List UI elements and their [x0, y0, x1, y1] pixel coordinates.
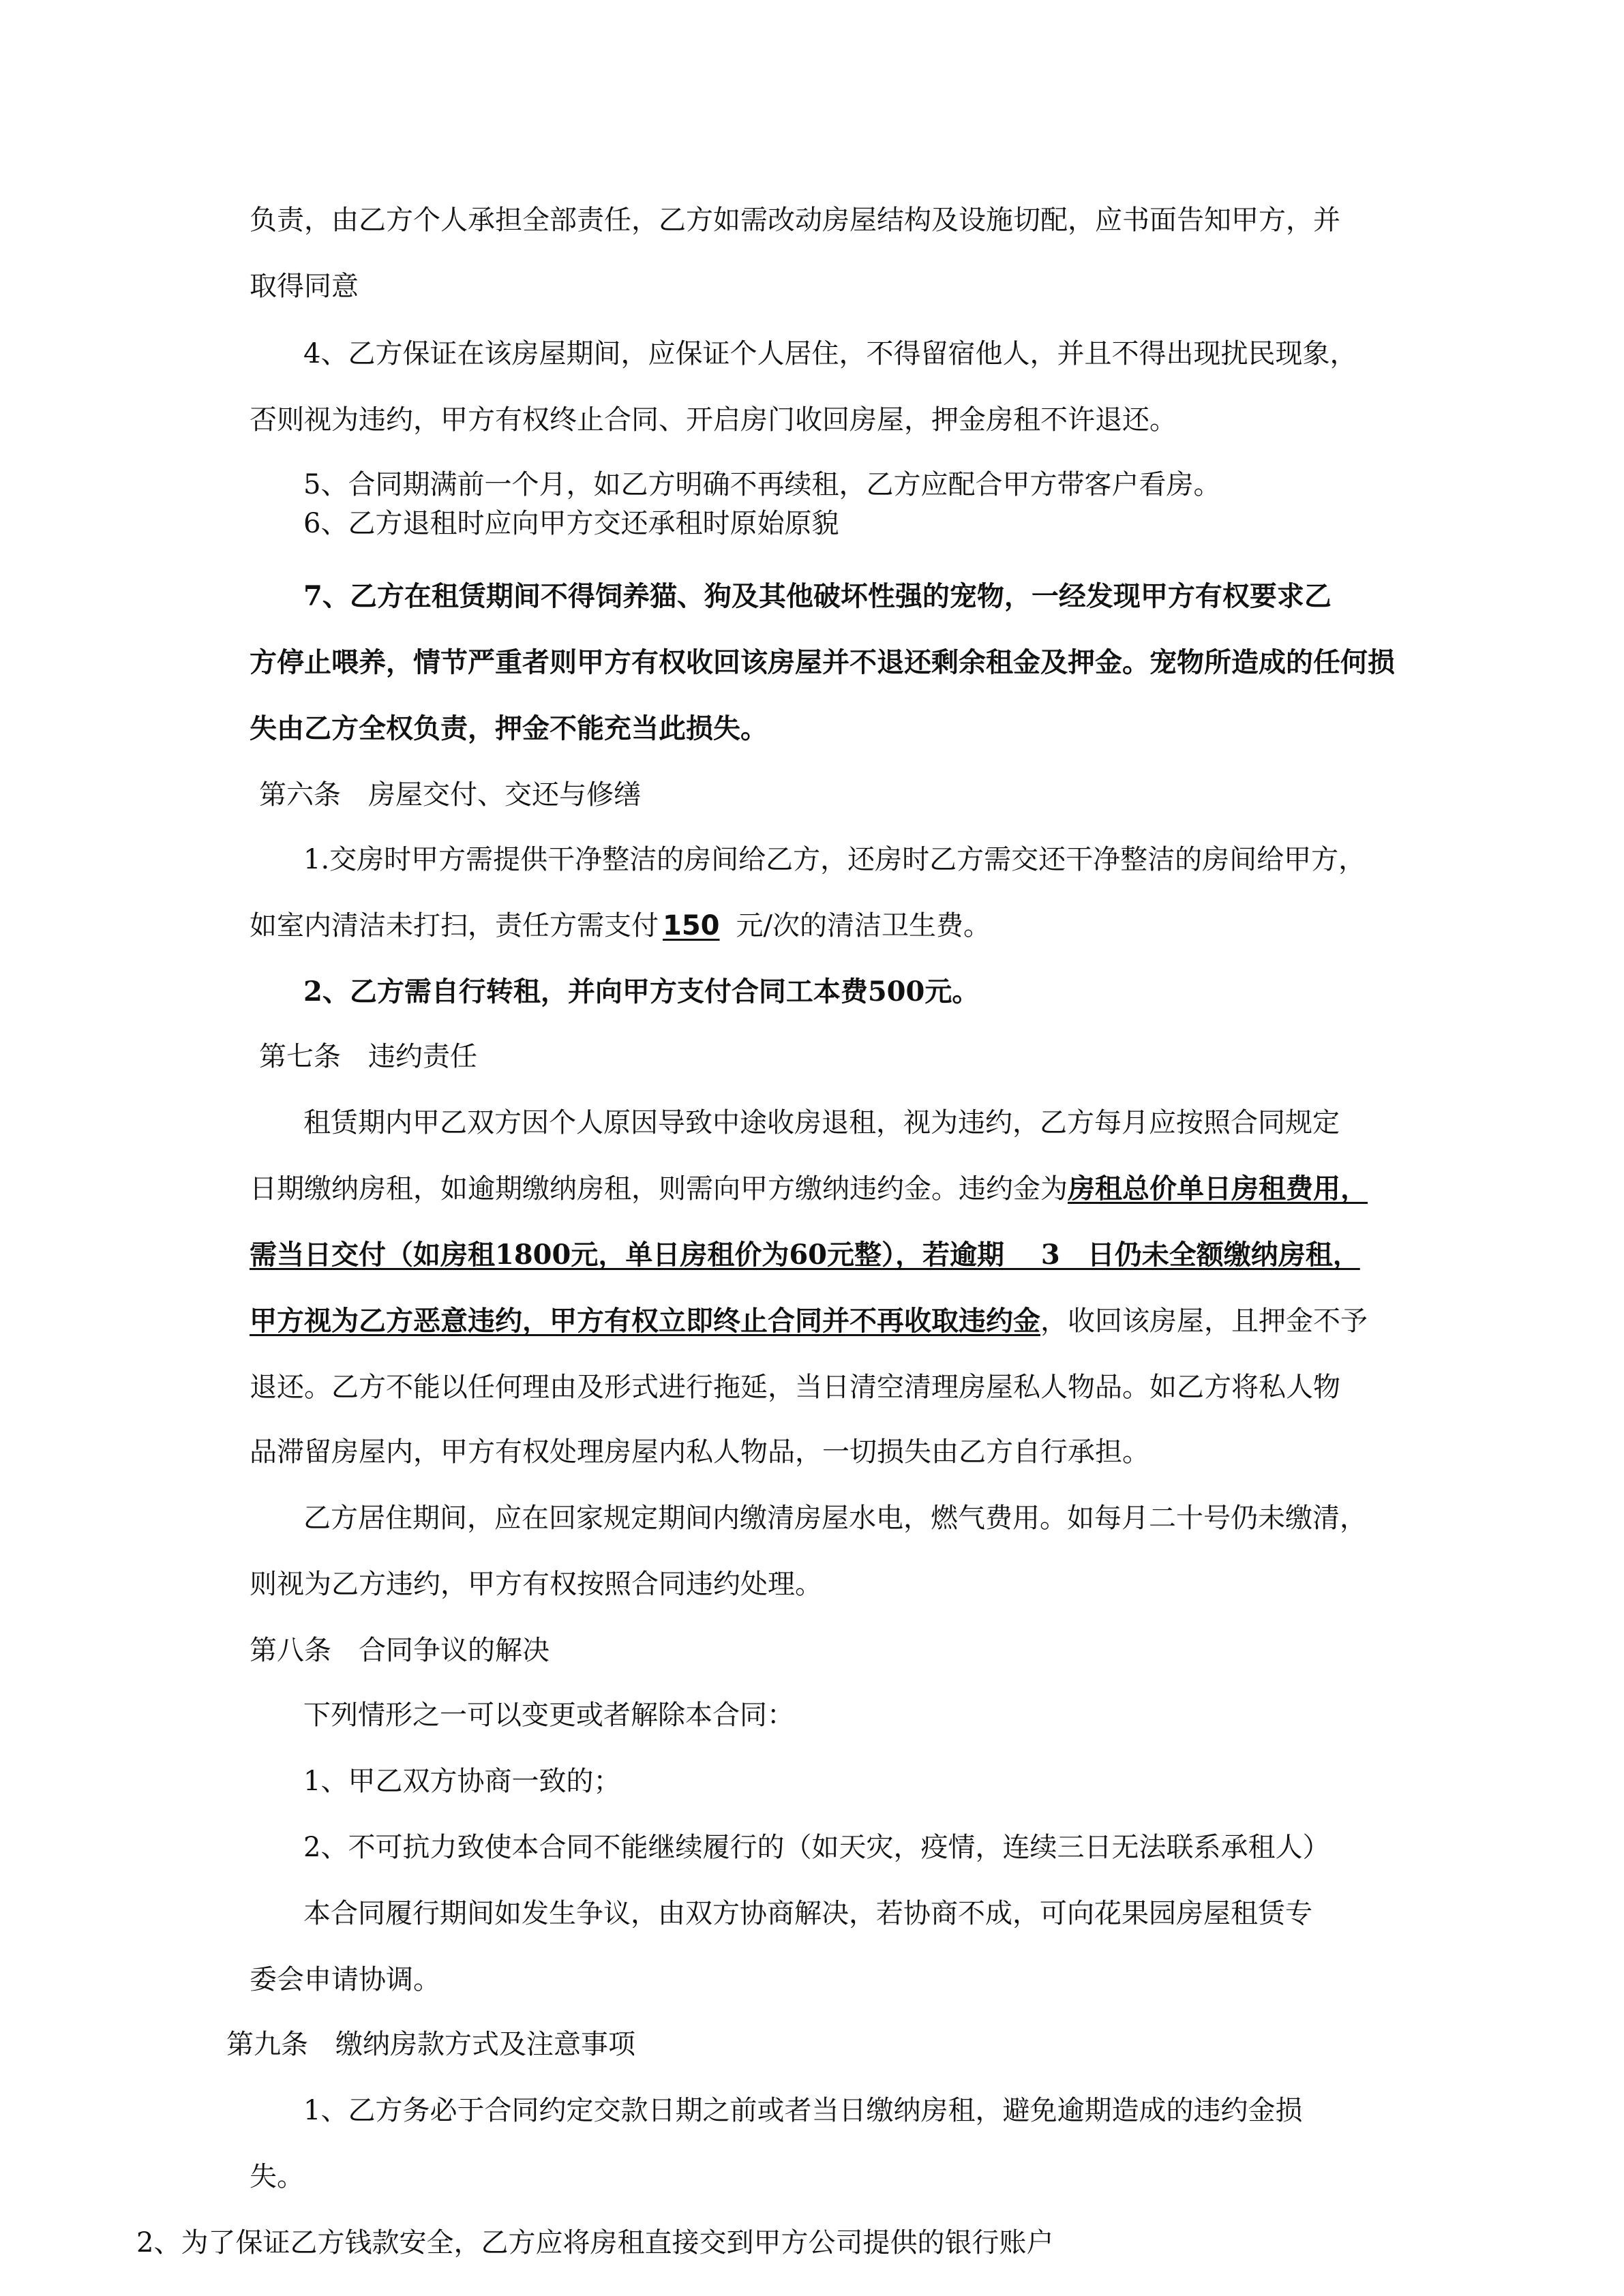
paragraph-line: 委会申请协调。: [250, 1964, 440, 1995]
paragraph-line: 取得同意: [250, 271, 359, 302]
article-8-item-2: 2、不可抗力致使本合同不能继续履行的（如天灾，疫情，连续三日无法联系承租人）: [303, 1832, 1330, 1863]
penalty-text: 日期缴纳房租，如逾期缴纳房租，则需向甲方缴纳违约金。违约金为: [250, 1173, 1068, 1205]
clause-item-5: 5、合同期满前一个月，如乙方明确不再续租，乙方应配合甲方带客户看房。: [303, 469, 1221, 500]
cleaning-fee-unit: 元/次的清洁卫生费。: [736, 910, 991, 941]
clause-item-7: 7、乙方在租赁期间不得饲养猫、狗及其他破坏性强的宠物，一经发现甲方有权要求乙: [303, 580, 1332, 612]
paragraph-line: 负责，由乙方个人承担全部责任，乙方如需改动房屋结构及设施切配，应书面告知甲方，并: [250, 205, 1340, 236]
paragraph-line: 则视为乙方违约，甲方有权按照合同违约处理。: [250, 1569, 822, 1600]
paragraph-line: 品滞留房屋内，甲方有权处理房屋内私人物品，一切损失由乙方自行承担。: [250, 1436, 1149, 1468]
article-6-item-2: 2、乙方需自行转租，并向甲方支付合同工本费500元。: [303, 976, 980, 1008]
paragraph-line: 否则视为违约，甲方有权终止合同、开启房门收回房屋，押金房租不许退还。: [250, 404, 1177, 436]
paragraph-line: 退还。乙方不能以任何理由及形式进行拖延，当日清空清理房屋私人物品。如乙方将私人物: [250, 1372, 1340, 1403]
paragraph-line: 乙方居住期间，应在回家规定期间内缴清房屋水电，燃气费用。如每月二十号仍未缴清，: [303, 1502, 1367, 1534]
article-8-heading: 第八条 合同争议的解决: [250, 1635, 550, 1666]
penalty-underlined: 房租总价单日房租费用，: [1068, 1173, 1368, 1205]
paragraph-line: 下列情形之一可以变更或者解除本合同：: [303, 1700, 794, 1731]
penalty-text: ，收回该房屋，且押金不予: [1040, 1305, 1368, 1337]
article-9-item-1: 1、乙方务必于合同约定交款日期之前或者当日缴纳房租，避免逾期造成的违约金损: [303, 2095, 1303, 2126]
paragraph-line: [250, 1302, 1368, 1340]
paragraph-line: 失。: [250, 2161, 304, 2192]
paragraph-line: [250, 1170, 1368, 1208]
penalty-underlined: 甲方视为乙方恶意违约，甲方有权立即终止合同并不再收取违约金: [250, 1305, 1040, 1337]
paragraph-line: 失由乙方全权负责，押金不能充当此损失。: [250, 712, 768, 744]
clause-item-4: 4、乙方保证在该房屋期间，应保证个人居住，不得留宿他人，并且不得出现扰民现象，: [303, 338, 1357, 369]
paragraph-line: 方停止喂养，情节严重者则甲方有权收回该房屋并不退还剩余租金及押金。宠物所造成的任何损: [250, 646, 1395, 678]
article-9-heading: 第九条 缴纳房款方式及注意事项: [226, 2029, 635, 2060]
article-6-heading: 第六条 房屋交付、交还与修缮: [259, 779, 641, 811]
cleaning-fee-text: 如室内清洁未打扫，责任方需支付: [250, 910, 659, 941]
paragraph-line: 本合同履行期间如发生争议，由双方协商解决，若协商不成，可向花果园房屋租赁专: [303, 1898, 1312, 1929]
paragraph-line: [250, 907, 991, 945]
clause-item-6: 6、乙方退租时应向甲方交还承租时原始原貌: [303, 508, 839, 539]
article-7-heading: 第七条 违约责任: [259, 1041, 477, 1072]
article-6-item-1: 1.交房时甲方需提供干净整洁的房间给乙方，还房时乙方需交还干净整洁的房间给甲方，: [303, 844, 1366, 875]
article-8-item-1: 1、甲乙双方协商一致的；: [303, 1766, 621, 1797]
article-9-item-2: 2、为了保证乙方钱款安全，乙方应将房租直接交到甲方公司提供的银行账户: [136, 2227, 1054, 2259]
paragraph-line: 租赁期内甲乙双方因个人原因导致中途收房退租，视为违约，乙方每月应按照合同规定: [303, 1107, 1340, 1138]
penalty-underlined-line: 需当日交付（如房租1800元，单日房租价为60元整），若逾期 3 日仍未全额缴纳房租，: [250, 1239, 1360, 1271]
cleaning-fee-amount: 150: [663, 910, 720, 941]
